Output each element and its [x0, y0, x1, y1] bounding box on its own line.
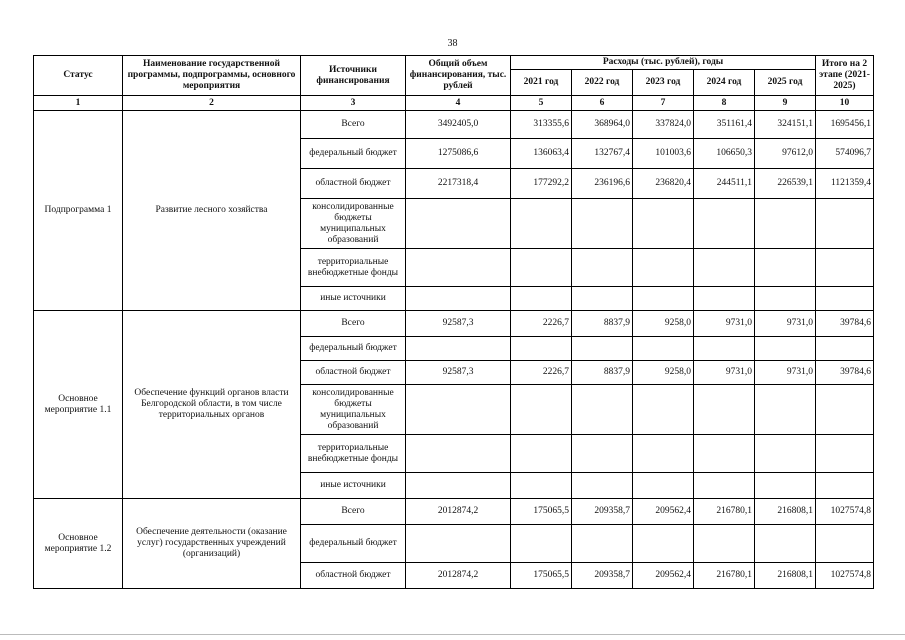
year-cell: [694, 337, 755, 361]
year-cell: [572, 435, 633, 473]
total-cell: 92587,3: [406, 361, 511, 385]
itogo-cell: [816, 199, 874, 249]
column-number: 10: [816, 96, 874, 111]
status-cell: Основное мероприятие 1.1: [34, 311, 123, 499]
year-cell: [633, 385, 694, 435]
year-cell: [572, 287, 633, 311]
page-number: 38: [447, 38, 458, 49]
year-cell: [694, 199, 755, 249]
header-year: 2025 год: [755, 70, 816, 96]
source-cell: консолидированные бюджеты муниципальных образований: [301, 199, 406, 249]
year-cell: 216808,1: [755, 563, 816, 589]
year-cell: 216780,1: [694, 499, 755, 525]
year-cell: 101003,6: [633, 139, 694, 169]
year-cell: 216808,1: [755, 499, 816, 525]
year-cell: 216780,1: [694, 563, 755, 589]
header-itogo: Итого на 2 этапе (2021-2025): [816, 56, 874, 96]
year-cell: [511, 249, 572, 287]
year-cell: [755, 385, 816, 435]
year-cell: 8837,9: [572, 361, 633, 385]
header-year: 2021 год: [511, 70, 572, 96]
year-cell: [755, 249, 816, 287]
status-cell: Основное мероприятие 1.2: [34, 499, 123, 589]
header-expenses: Расходы (тыс. рублей), годы: [511, 56, 816, 70]
year-cell: [694, 435, 755, 473]
year-cell: [755, 287, 816, 311]
year-cell: 209562,4: [633, 499, 694, 525]
column-number: 2: [123, 96, 301, 111]
total-cell: 3492405,0: [406, 111, 511, 139]
itogo-cell: 39784,6: [816, 311, 874, 337]
total-cell: 2012874,2: [406, 563, 511, 589]
year-cell: [755, 435, 816, 473]
year-cell: 106650,3: [694, 139, 755, 169]
total-cell: [406, 473, 511, 499]
year-cell: 351161,4: [694, 111, 755, 139]
year-cell: [572, 525, 633, 563]
year-cell: [633, 525, 694, 563]
year-cell: 368964,0: [572, 111, 633, 139]
total-cell: [406, 525, 511, 563]
total-cell: 2217318,4: [406, 169, 511, 199]
itogo-cell: 1027574,8: [816, 499, 874, 525]
year-cell: [633, 199, 694, 249]
year-cell: 209358,7: [572, 563, 633, 589]
year-cell: [694, 287, 755, 311]
program-name-cell: Развитие лесного хозяйства: [123, 111, 301, 311]
year-cell: [511, 287, 572, 311]
year-cell: 132767,4: [572, 139, 633, 169]
year-cell: [633, 473, 694, 499]
year-cell: [572, 249, 633, 287]
header-year: 2024 год: [694, 70, 755, 96]
header-sources: Источники финансирования: [301, 56, 406, 96]
source-cell: Всего: [301, 499, 406, 525]
year-cell: [633, 435, 694, 473]
year-cell: 175065,5: [511, 499, 572, 525]
year-cell: 236820,4: [633, 169, 694, 199]
itogo-cell: [816, 525, 874, 563]
header-year: 2022 год: [572, 70, 633, 96]
year-cell: 9258,0: [633, 361, 694, 385]
year-cell: [755, 473, 816, 499]
source-cell: федеральный бюджет: [301, 337, 406, 361]
header-program-name: Наименование государственной программы, подпрограммы, основного мероприятия: [123, 56, 301, 96]
page-bottom-divider: [0, 634, 905, 635]
itogo-cell: [816, 249, 874, 287]
year-cell: 175065,5: [511, 563, 572, 589]
itogo-cell: 1695456,1: [816, 111, 874, 139]
year-cell: [572, 385, 633, 435]
year-cell: [633, 249, 694, 287]
year-cell: [511, 337, 572, 361]
column-number: 9: [755, 96, 816, 111]
year-cell: [572, 337, 633, 361]
header-status: Статус: [34, 56, 123, 96]
itogo-cell: [816, 287, 874, 311]
total-cell: [406, 287, 511, 311]
source-cell: областной бюджет: [301, 563, 406, 589]
year-cell: [694, 249, 755, 287]
table-row: [34, 499, 874, 525]
column-number: 3: [301, 96, 406, 111]
header-year: 2023 год: [633, 70, 694, 96]
source-cell: федеральный бюджет: [301, 525, 406, 563]
year-cell: 97612,0: [755, 139, 816, 169]
year-cell: 313355,6: [511, 111, 572, 139]
year-cell: [572, 473, 633, 499]
program-name-cell: Обеспечение функций органов власти Белгородской области, в том числе территориальных органов: [123, 311, 301, 499]
source-cell: Всего: [301, 111, 406, 139]
year-cell: 2226,7: [511, 361, 572, 385]
total-cell: 92587,3: [406, 311, 511, 337]
table-row: [34, 311, 874, 337]
column-number: 1: [34, 96, 123, 111]
year-cell: [511, 473, 572, 499]
year-cell: [633, 287, 694, 311]
year-cell: [572, 199, 633, 249]
year-cell: 337824,0: [633, 111, 694, 139]
year-cell: 9731,0: [755, 311, 816, 337]
column-number: 8: [694, 96, 755, 111]
itogo-cell: [816, 473, 874, 499]
year-cell: [633, 337, 694, 361]
itogo-cell: [816, 337, 874, 361]
year-cell: [755, 525, 816, 563]
column-number: 7: [633, 96, 694, 111]
total-cell: [406, 385, 511, 435]
year-cell: 324151,1: [755, 111, 816, 139]
total-cell: [406, 435, 511, 473]
itogo-cell: 39784,6: [816, 361, 874, 385]
source-cell: областной бюджет: [301, 169, 406, 199]
source-cell: иные источники: [301, 473, 406, 499]
total-cell: [406, 249, 511, 287]
year-cell: 209358,7: [572, 499, 633, 525]
year-cell: [694, 525, 755, 563]
itogo-cell: [816, 385, 874, 435]
year-cell: 9731,0: [755, 361, 816, 385]
year-cell: [694, 473, 755, 499]
year-cell: [511, 199, 572, 249]
year-cell: [755, 337, 816, 361]
column-number-row: [34, 96, 874, 111]
total-cell: 2012874,2: [406, 499, 511, 525]
program-name-cell: Обеспечение деятельности (оказание услуг) государственных учреждений (организаций): [123, 499, 301, 589]
itogo-cell: [816, 435, 874, 473]
year-cell: 209562,4: [633, 563, 694, 589]
table-row: [34, 111, 874, 139]
column-number: 6: [572, 96, 633, 111]
source-cell: областной бюджет: [301, 361, 406, 385]
column-number: 5: [511, 96, 572, 111]
year-cell: 244511,1: [694, 169, 755, 199]
itogo-cell: 1027574,8: [816, 563, 874, 589]
year-cell: 9258,0: [633, 311, 694, 337]
year-cell: 177292,2: [511, 169, 572, 199]
total-cell: [406, 199, 511, 249]
year-cell: 9731,0: [694, 361, 755, 385]
year-cell: 136063,4: [511, 139, 572, 169]
source-cell: территориальные внебюджетные фонды: [301, 249, 406, 287]
total-cell: 1275086,6: [406, 139, 511, 169]
year-cell: 8837,9: [572, 311, 633, 337]
source-cell: иные источники: [301, 287, 406, 311]
year-cell: 226539,1: [755, 169, 816, 199]
year-cell: [511, 435, 572, 473]
itogo-cell: 574096,7: [816, 139, 874, 169]
source-cell: территориальные внебюджетные фонды: [301, 435, 406, 473]
column-number: 4: [406, 96, 511, 111]
financing-table: [33, 55, 874, 589]
year-cell: 2226,7: [511, 311, 572, 337]
itogo-cell: 1121359,4: [816, 169, 874, 199]
source-cell: Всего: [301, 311, 406, 337]
source-cell: консолидированные бюджеты муниципальных образований: [301, 385, 406, 435]
year-cell: 9731,0: [694, 311, 755, 337]
year-cell: [511, 525, 572, 563]
year-cell: 236196,6: [572, 169, 633, 199]
year-cell: [694, 385, 755, 435]
source-cell: федеральный бюджет: [301, 139, 406, 169]
status-cell: Подпрограмма 1: [34, 111, 123, 311]
header-total-volume: Общий объем финансирования, тыс. рублей: [406, 56, 511, 96]
year-cell: [755, 199, 816, 249]
year-cell: [511, 385, 572, 435]
total-cell: [406, 337, 511, 361]
